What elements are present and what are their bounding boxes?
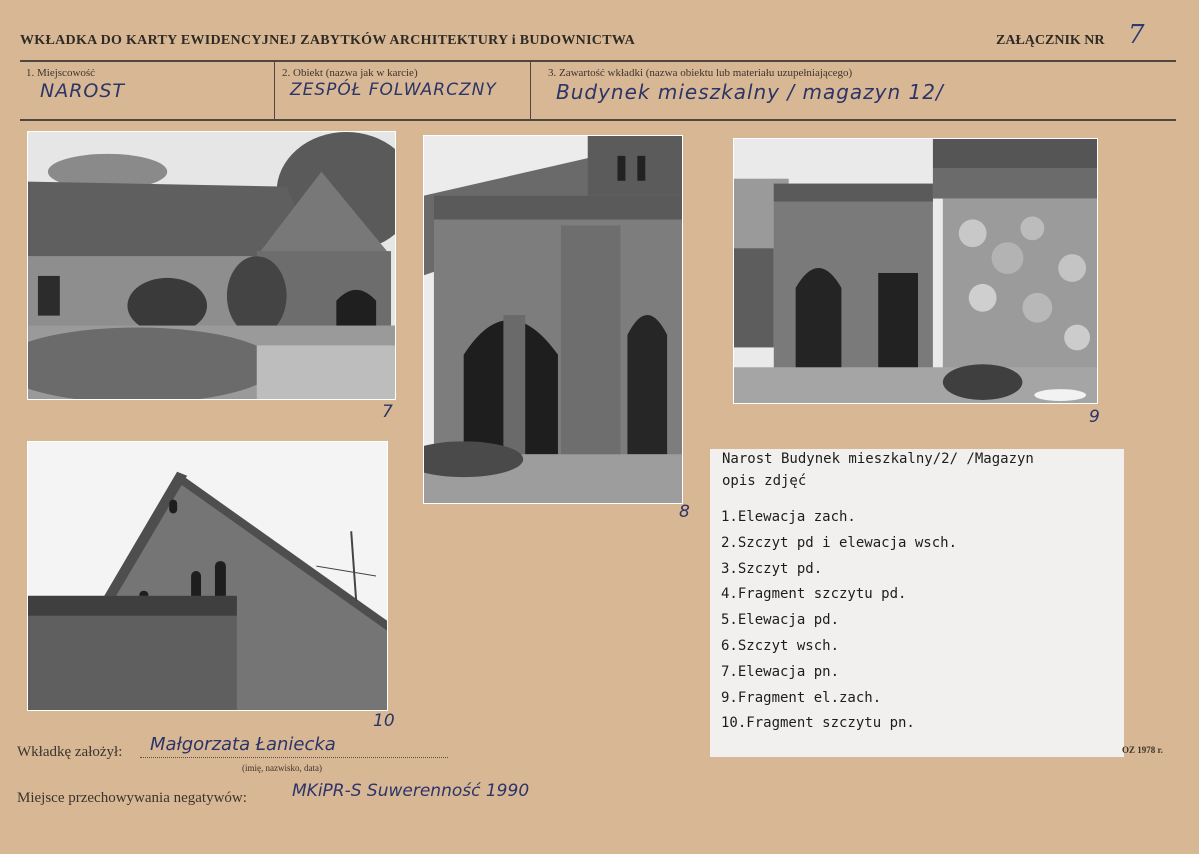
object-label: 2. Obiekt (nazwa jak w karcie) (282, 67, 418, 79)
photo-7 (27, 131, 396, 400)
photo-9-number: 9 (1089, 407, 1100, 427)
description-title: Narost Budynek mieszkalny/2/ /Magazyn (722, 451, 1034, 467)
list-item: 6.Szczyt wsch. (721, 637, 840, 654)
header-rule-top (20, 60, 1176, 62)
storage-label: Miejsce przechowywania negatywów: (17, 790, 247, 806)
object-value: ZESPÓŁ FOLWARCZNY (290, 80, 497, 100)
contents-value: Budynek mieszkalny / magazyn 12/ (556, 80, 944, 104)
photo-description-slip (710, 449, 1124, 757)
header-rule-bottom (20, 119, 1176, 121)
description-list (721, 509, 957, 741)
locality-value: NAROST (40, 80, 126, 102)
list-item: 7.Elewacja pn. (721, 663, 840, 680)
annex-label: ZAŁĄCZNIK NR (996, 33, 1105, 48)
photo-8-number: 8 (679, 502, 690, 522)
list-item: 5.Elewacja pd. (721, 612, 840, 629)
field-divider-1 (274, 62, 275, 119)
list-item: 2.Szczyt pd i elewacja wsch. (721, 534, 958, 551)
photo-8 (423, 135, 683, 504)
author-value: Małgorzata Łaniecka (150, 734, 336, 755)
author-line (140, 757, 448, 758)
list-item: 10.Fragment szczytu pn. (721, 715, 915, 732)
list-item: 9.Fragment el.zach. (721, 689, 882, 706)
photo-10 (27, 441, 388, 711)
field-divider-2 (530, 62, 531, 119)
description-subtitle: opis zdjęć (722, 473, 807, 489)
author-label: Wkładkę założył: (17, 744, 123, 760)
locality-label: 1. Miejscowość (26, 67, 96, 79)
contents-label: 3. Zawartość wkładki (nazwa obiektu lub materiału uzupełniającego) (548, 67, 853, 79)
print-stamp: OZ 1978 r. (1122, 745, 1163, 755)
list-item: 4.Fragment szczytu pd. (721, 586, 907, 603)
storage-value: MKiPR-S Suwerenność 1990 (292, 781, 530, 801)
photo-7-number: 7 (382, 402, 393, 422)
card-title: WKŁADKA DO KARTY EWIDENCYJNEJ ZABYTKÓW ARCHITEKTURY i BUDOWNICTWA (20, 33, 636, 48)
photo-9 (733, 138, 1098, 404)
list-item: 1.Elewacja zach. (721, 509, 856, 525)
author-hint: (imię, nazwisko, data) (242, 763, 322, 773)
photo-10-number: 10 (373, 711, 395, 731)
list-item: 3.Szczyt pd. (721, 560, 823, 577)
annex-number: 7 (1128, 20, 1145, 50)
